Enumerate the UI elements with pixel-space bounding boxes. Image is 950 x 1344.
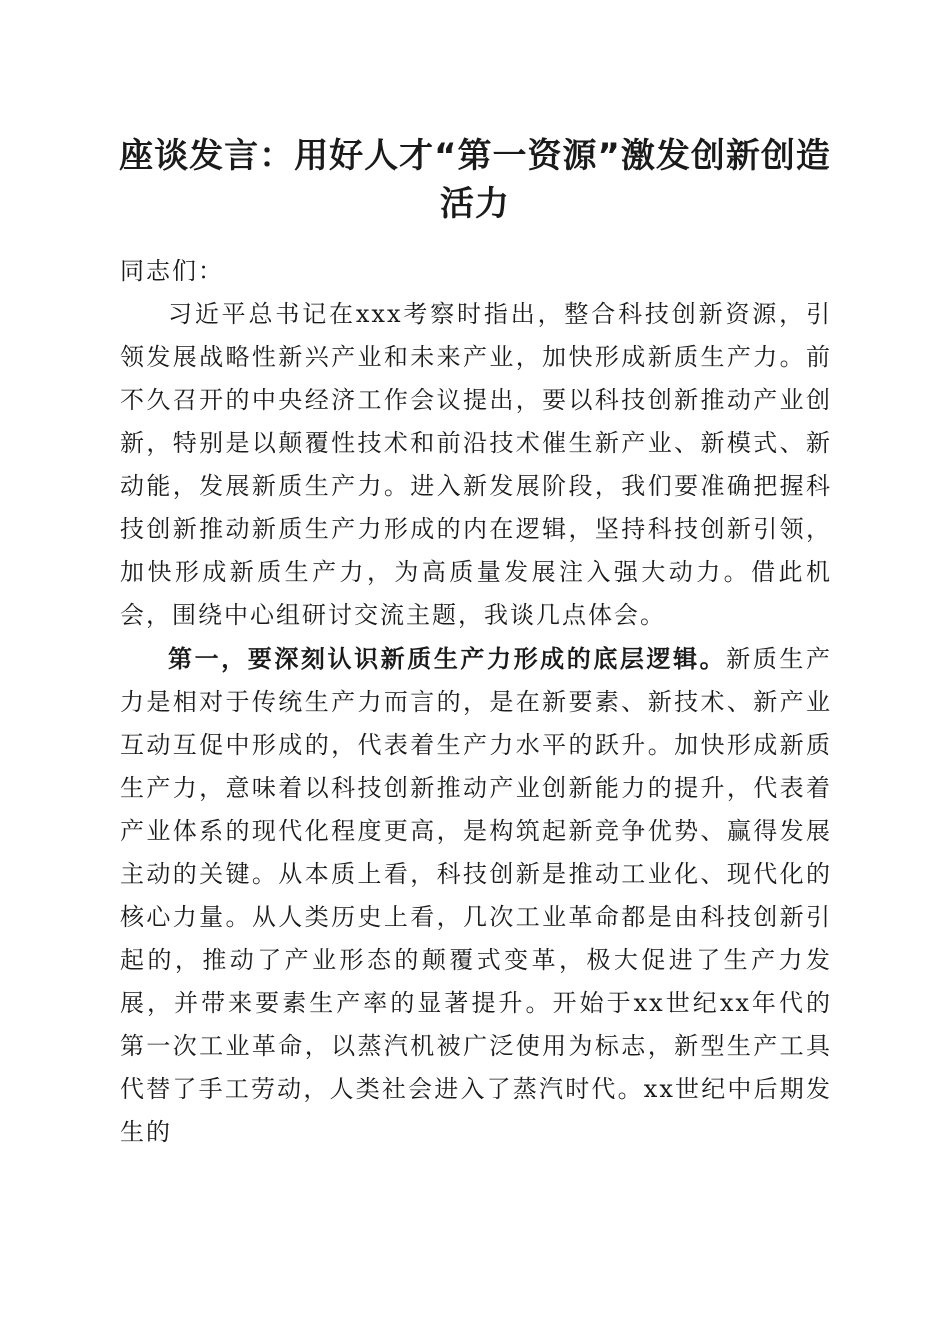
document-body (120, 250, 832, 1154)
paragraph-first-point (120, 637, 832, 1154)
paragraph-body-text: 新质生产力是相对于传统生产力而言的，是在新要素、新技术、新产业互动互促中形成的，代表着生产力水平的跃升。加快形成新质生产力，意味着以科技创新推动产业创新能力的提升，代表着产业体系的现代化程度更高，是构筑起新竞争优势、赢得发展主动的关键。从本质上看，科技创新是推动工业化、现代化的核心力量。从人类历史上看，几次工业革命都是由科技创新引起的，推动了产业形态的颠覆式变革，极大促进了生产力发展，并带来要素生产率的显著提升。开始于xx世纪xx年代的第一次工业革命，以蒸汽机被广泛使用为标志，新型生产工具代替了手工劳动，人类社会进入了蒸汽时代。xx世纪中后期发生的 (120, 645, 832, 1146)
paragraph-lead-sentence: 第一，要深刻认识新质生产力形成的底层逻辑。 (168, 644, 727, 673)
document-title: 座谈发言：用好人才“第一资源”激发创新创造活力 (119, 136, 831, 224)
salutation: 同志们： (120, 257, 224, 285)
paragraph-intro: 习近平总书记在xxx考察时指出，整合科技创新资源，引领发展战略性新兴产业和未来产业，加快形成新质生产力。前不久召开的中央经济工作会议提出，要以科技创新推动产业创新，特别是以颠覆性技术和前沿技术催生新产业、新模式、新动能，发展新质生产力。进入新发展阶段，我们要准确把握科技创新推动新质生产力形成的内在逻辑，坚持科技创新引领，加快形成新质生产力，为高质量发展注入强大动力。借此机会，围绕中心组研讨交流主题，我谈几点体会。 (120, 300, 832, 629)
